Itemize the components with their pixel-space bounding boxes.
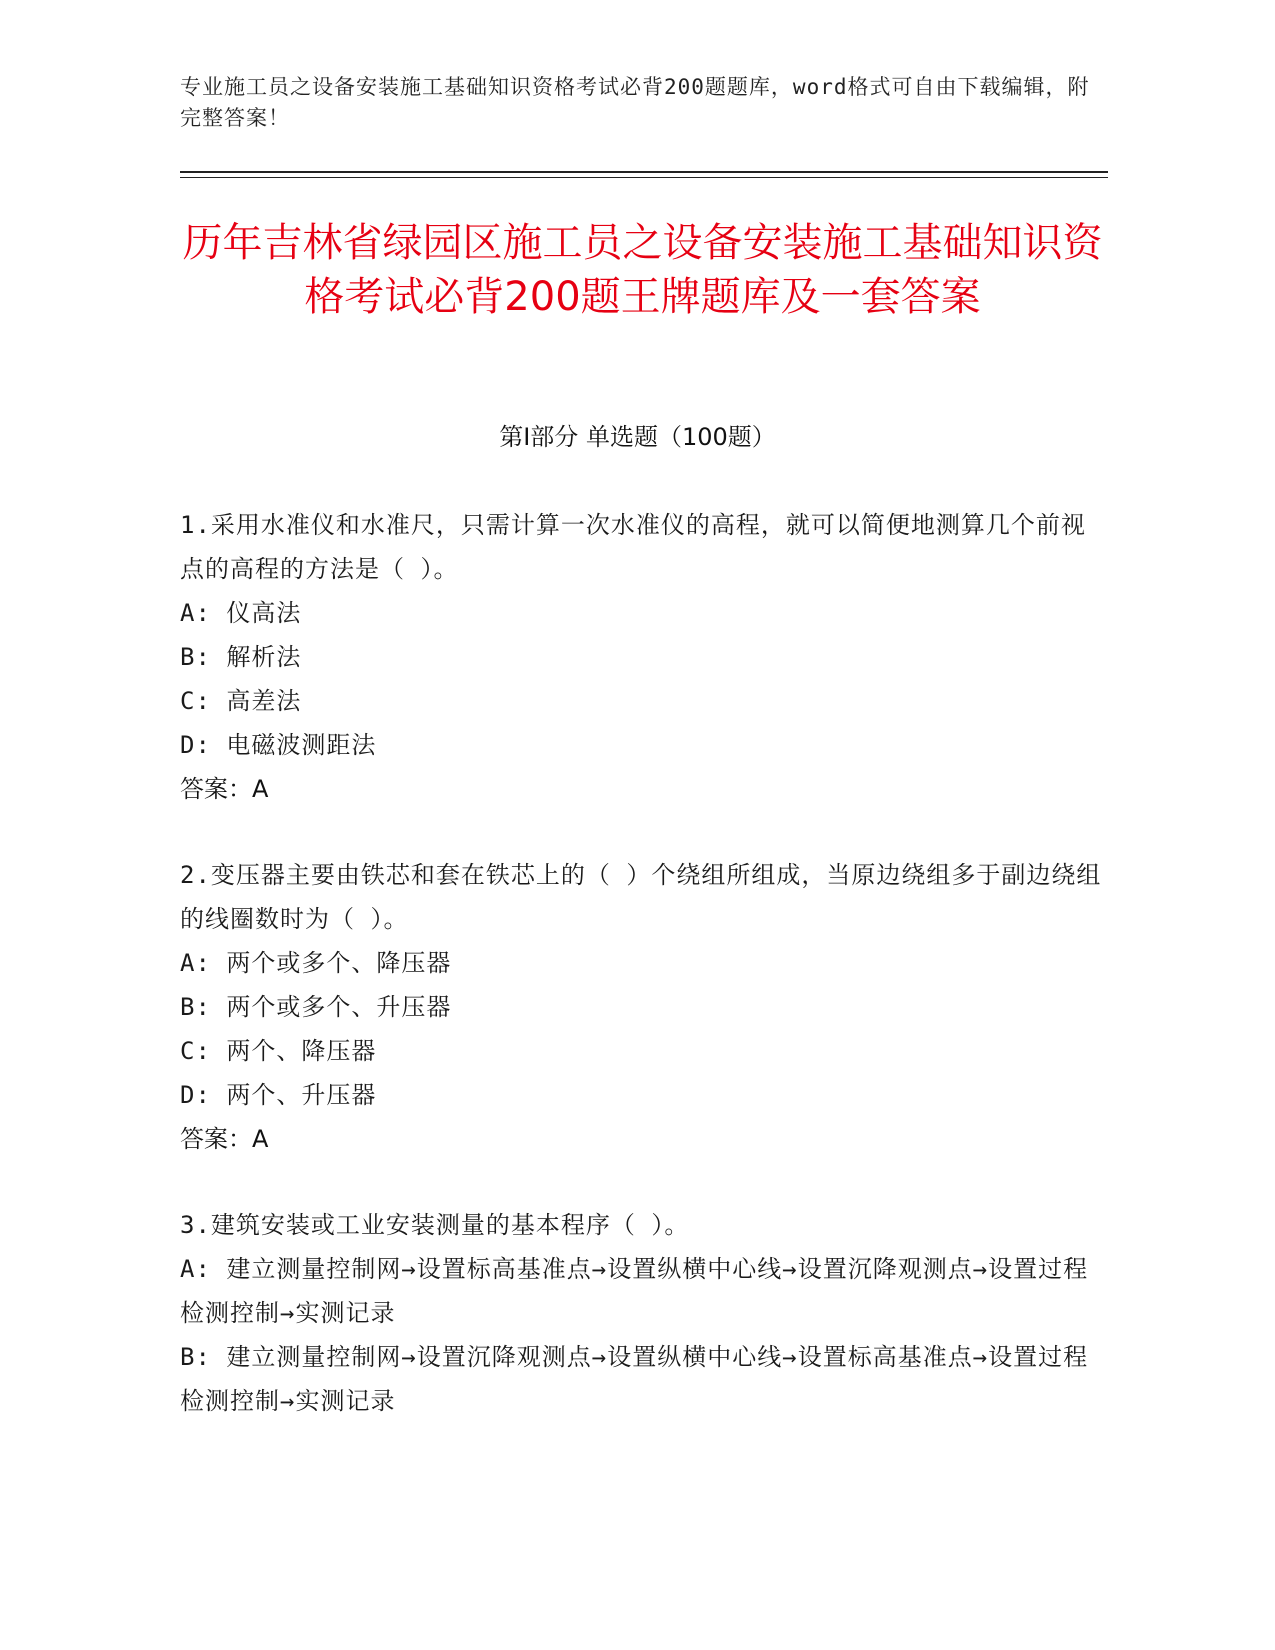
option-b: B: 解析法	[180, 643, 302, 671]
question-1	[180, 503, 1110, 811]
option-a: A: 建立测量控制网→设置标高基准点→设置纵横中心线→设置沉降观测点→设置过程检测控制→实测记录	[180, 1255, 1089, 1327]
option-c: C: 两个、降压器	[180, 1037, 377, 1065]
option-b: B: 建立测量控制网→设置沉降观测点→设置纵横中心线→设置标高基准点→设置过程检测控制→实测记录	[180, 1343, 1089, 1415]
option-c: C: 高差法	[180, 687, 302, 715]
option-d: D: 电磁波测距法	[180, 731, 377, 759]
option-a: A: 仪高法	[180, 599, 302, 627]
question-stem: 3.建筑安装或工业安装测量的基本程序（ ）。	[180, 1211, 690, 1239]
header-rule-thick	[180, 171, 1108, 173]
header-note: 专业施工员之设备安装施工基础知识资格考试必背200题题库，word格式可自由下载编辑，附完整答案！	[180, 75, 1090, 130]
question-stem: 1.采用水准仪和水准尺，只需计算一次水准仪的高程，就可以简便地测算几个前视点的高程的方法是（ ）。	[180, 511, 1086, 583]
section-heading: 第Ⅰ部分 单选题（100题）	[499, 423, 776, 451]
option-d: D: 两个、升压器	[180, 1081, 377, 1109]
answer: 答案：A	[180, 775, 269, 803]
answer: 答案：A	[180, 1125, 269, 1153]
question-list	[180, 503, 1110, 1465]
option-a: A: 两个或多个、降压器	[180, 949, 452, 977]
question-3	[180, 1203, 1110, 1423]
document-title: 历年吉林省绿园区施工员之设备安装施工基础知识资格考试必背200题王牌题库及一套答案	[182, 220, 1103, 320]
option-b: B: 两个或多个、升压器	[180, 993, 452, 1021]
header-rule-thin	[180, 177, 1108, 178]
question-2	[180, 853, 1110, 1161]
question-stem: 2.变压器主要由铁芯和套在铁芯上的（ ）个绕组所组成，当原边绕组多于副边绕组的线圈数时为（ ）。	[180, 861, 1102, 933]
